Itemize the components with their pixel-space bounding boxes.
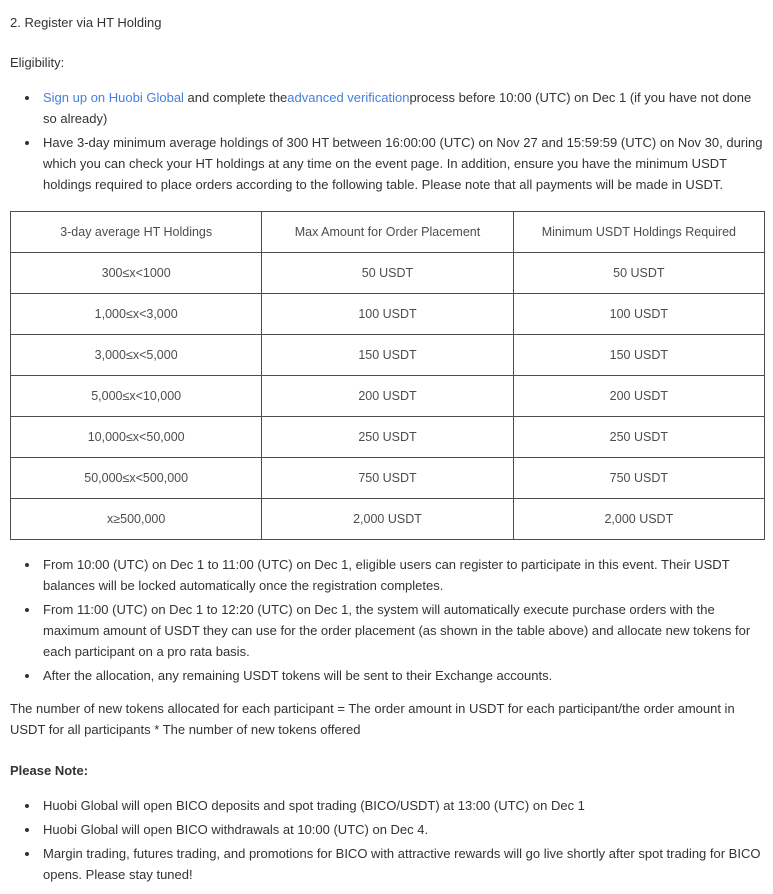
table-cell: 3,000≤x<5,000	[11, 335, 262, 376]
table-cell: 150 USDT	[513, 335, 764, 376]
signup-link[interactable]: Sign up on Huobi Global	[43, 90, 184, 105]
table-cell: 250 USDT	[262, 417, 513, 458]
holdings-requirement-text: Have 3-day minimum average holdings of 300 HT between 16:00:00 (UTC) on Nov 27 and 15:59:59 (UTC) on Nov 30, during which you can check your HT holdings at any time on the event page. In addition, ensure you have the minimum USDT holdings required to place orders according to the following table. Please note that all payments will be made in USDT.	[43, 135, 763, 192]
section-title: 2. Register via HT Holding	[10, 15, 162, 30]
note-text: Margin trading, futures trading, and promotions for BICO with attractive rewards will go live shortly after spot trading for BICO opens. Please stay tuned!	[43, 846, 761, 882]
table-cell: 100 USDT	[513, 294, 764, 335]
process-text: From 11:00 (UTC) on Dec 1 to 12:20 (UTC) on Dec 1, the system will automatically execute purchase orders with the maximum amount of USDT they can use for the order placement (as shown in the table above) and allocate new tokens for each participant on a pro rata basis.	[43, 602, 751, 659]
advanced-verification-link[interactable]: advanced verification	[287, 90, 410, 105]
table-row	[11, 376, 765, 417]
list-item	[40, 795, 765, 816]
table-row	[11, 294, 765, 335]
table-row	[11, 499, 765, 540]
eligibility-text: process before 10:00 (UTC) on Dec 1 (if you have not done so already)	[43, 90, 752, 126]
table-cell: 50 USDT	[513, 253, 764, 294]
note-text: Huobi Global will open BICO withdrawals at 10:00 (UTC) on Dec 4.	[43, 822, 429, 837]
table-cell: 150 USDT	[262, 335, 513, 376]
table-cell: 2,000 USDT	[262, 499, 513, 540]
table-header-row	[11, 212, 765, 253]
table-cell: 200 USDT	[262, 376, 513, 417]
table-header-cell: Minimum USDT Holdings Required	[513, 212, 764, 253]
table-cell: 750 USDT	[262, 458, 513, 499]
table-cell: 10,000≤x<50,000	[11, 417, 262, 458]
allocation-formula: The number of new tokens allocated for each participant = The order amount in USDT for each participant/the order amount in USDT for all participants * The number of new tokens offered	[10, 701, 735, 737]
table-cell: 50 USDT	[262, 253, 513, 294]
table-cell: 250 USDT	[513, 417, 764, 458]
list-item	[40, 665, 765, 686]
eligibility-label: Eligibility:	[10, 55, 65, 70]
holdings-tier-table	[10, 211, 765, 540]
table-cell: 50,000≤x<500,000	[11, 458, 262, 499]
table-row	[11, 458, 765, 499]
list-item	[40, 132, 765, 195]
table-cell: 300≤x<1000	[11, 253, 262, 294]
process-text: From 10:00 (UTC) on Dec 1 to 11:00 (UTC) on Dec 1, eligible users can register to participate in this event. Their USDT balances will be locked automatically once the registration completes.	[43, 557, 730, 593]
list-item	[40, 87, 765, 129]
list-item	[40, 554, 765, 596]
please-note-label: Please Note:	[10, 763, 89, 778]
list-item	[40, 599, 765, 662]
table-cell: 2,000 USDT	[513, 499, 764, 540]
table-cell: 1,000≤x<3,000	[11, 294, 262, 335]
table-cell: 750 USDT	[513, 458, 764, 499]
table-header-cell: Max Amount for Order Placement	[262, 212, 513, 253]
list-item	[40, 819, 765, 840]
note-text: Huobi Global will open BICO deposits and spot trading (BICO/USDT) at 13:00 (UTC) on Dec 1	[43, 798, 585, 813]
table-row	[11, 253, 765, 294]
table-row	[11, 417, 765, 458]
table-cell: 5,000≤x<10,000	[11, 376, 262, 417]
process-list	[10, 554, 765, 686]
table-header-cell: 3-day average HT Holdings	[11, 212, 262, 253]
eligibility-list	[10, 87, 765, 195]
eligibility-text: and complete the	[183, 90, 288, 105]
table-cell: 200 USDT	[513, 376, 764, 417]
process-text: After the allocation, any remaining USDT tokens will be sent to their Exchange accounts.	[43, 668, 553, 683]
table-cell: 100 USDT	[262, 294, 513, 335]
table-row	[11, 335, 765, 376]
notes-list	[10, 795, 765, 885]
table-cell: x≥500,000	[11, 499, 262, 540]
list-item	[40, 843, 765, 885]
